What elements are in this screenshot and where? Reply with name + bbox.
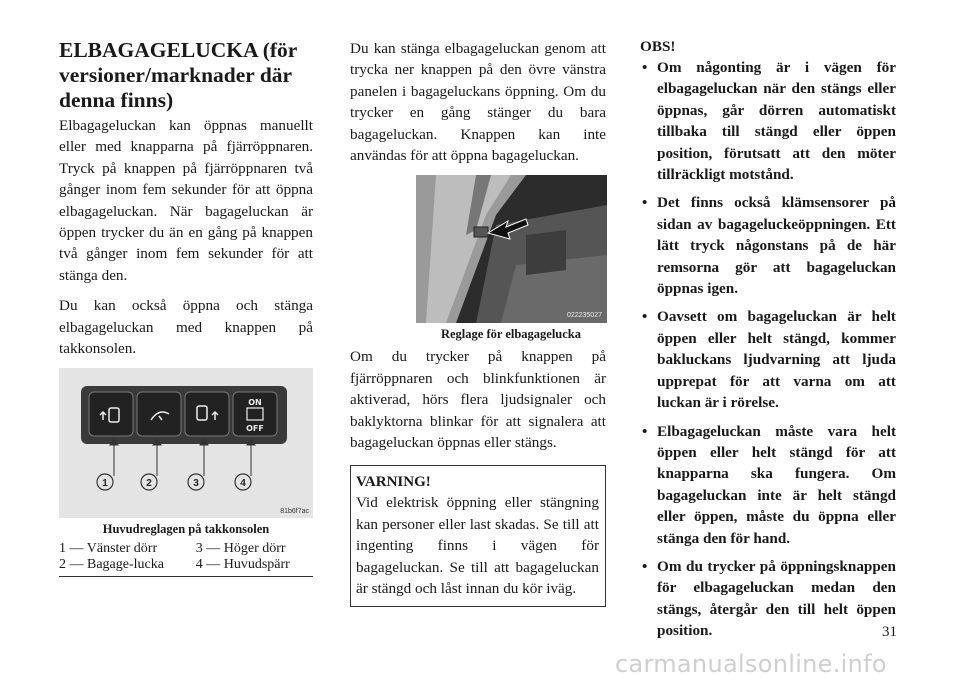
paragraph: Elbagageluckan kan öppnas manuellt eller med knapparna på fjärröppnaren. Tryck på knappen på fjärröppnaren två gånger inom fem sekunder för att öppna elbagageluckan. När bagageluckan är öppen trycker du än en gång på knappen två gånger inom fem sekunder för att stänga den. — [59, 117, 313, 284]
legend-item: 3 — Höger dörr — [195, 541, 286, 557]
paragraph: Om du trycker på knappen på fjärröppnaren och blinkfunktionen är aktiverad, hörs flera ljudsignaler och baklyktorna blinkar för att signalera att bagageluckan öppnas eller stängs. — [350, 348, 606, 452]
bullet-icon: • — [642, 422, 648, 440]
callout-1: 1 — [102, 478, 108, 490]
list-item: • Oavsett om bagageluckan är helt öppen eller helt stängd, kommer bakluckans ljudvarning att ljuda upprepat för att varna om att luckan är i rörelse. — [642, 308, 896, 412]
legend-row — [59, 557, 313, 577]
figure-code: 81b6f7ac — [280, 508, 309, 516]
paragraph: Du kan stänga elbagageluckan genom att trycka ner knappen på den övre vänstra panelen i bagageluckans öppning. Om du trycker en gång stänger du bara bagageluckan. Knappen kan inte användas för att öppna bagageluckan. — [350, 40, 606, 165]
liftgate-switch-figure — [416, 175, 607, 323]
section-heading: ELBAGAGELUCKA (för versioner/marknader där denna finns) — [59, 38, 297, 112]
figure-caption: Reglage för elbagagelucka — [440, 327, 582, 342]
overhead-console-figure — [59, 368, 313, 518]
legend-table — [59, 541, 313, 577]
paragraph: Du kan också öppna och stänga elbagageluckan med knappen på takkonsolen. — [59, 297, 313, 358]
bullet-icon: • — [642, 557, 648, 575]
list-item: • Det finns också klämsensorer på sidan av bagageluckeöppningen. Ett lätt tryck någonstans på de här remsorna gör att bagageluckan öppnas igen. — [642, 194, 896, 298]
column-3 — [640, 38, 896, 649]
list-item: • Om du trycker på öppningsknappen för elbagageluckan medan den stängs, återgår den till helt öppen position. — [642, 557, 896, 640]
bullet-icon: • — [642, 194, 648, 212]
page-number: 31 — [882, 624, 897, 640]
list-item: • Om någonting är i vägen för elbagageluckan när den stängs eller öppnas, går dörren automatiskt tillbaka till stängd eller öppen position, förutsatt att den möter tillräckligt motstånd. — [642, 59, 896, 184]
liftgate-switch-illustration — [416, 175, 607, 323]
svg-text:OFF: OFF — [246, 424, 264, 434]
list-item: • Elbagageluckan måste vara helt öppen eller helt stängd för att knapparna ska fungera. Om bagageluckan inte är helt stängd eller öppen, måste du öppna eller stänga den för hand. — [642, 422, 896, 547]
callout-2: 2 — [146, 478, 152, 490]
legend-item: 4 — Huvudspärr — [188, 557, 313, 577]
callout-3: 3 — [193, 478, 199, 490]
legend-item: 2 — Bagage-lucka — [59, 557, 188, 577]
watermark[interactable]: carmanualsonline.info — [615, 650, 887, 678]
legend-row — [59, 541, 313, 557]
note-list — [640, 57, 896, 642]
warning-title: VARNING! — [356, 474, 431, 491]
column-1 — [59, 38, 313, 577]
note-title: OBS! — [640, 38, 676, 55]
svg-text:ON: ON — [248, 398, 262, 408]
legend-item: 1 — Vänster dörr — [59, 541, 158, 557]
warning-text: Vid elektrisk öppning eller stängning kan personer eller last skadas. Se till att ingenting finns i vägen för bagageluckan. Se till att bagageluckan är stängd och låst innan du kör iväg. — [356, 494, 599, 598]
warning-box — [350, 465, 606, 606]
figure-code: 022235027 — [566, 312, 602, 320]
bullet-icon: • — [642, 308, 648, 326]
bullet-icon: • — [642, 59, 648, 76]
overhead-console-illustration — [59, 368, 313, 518]
figure-caption: Huvudreglagen på takkonsolen — [102, 522, 270, 537]
callout-4: 4 — [240, 478, 246, 490]
column-2 — [350, 38, 606, 607]
